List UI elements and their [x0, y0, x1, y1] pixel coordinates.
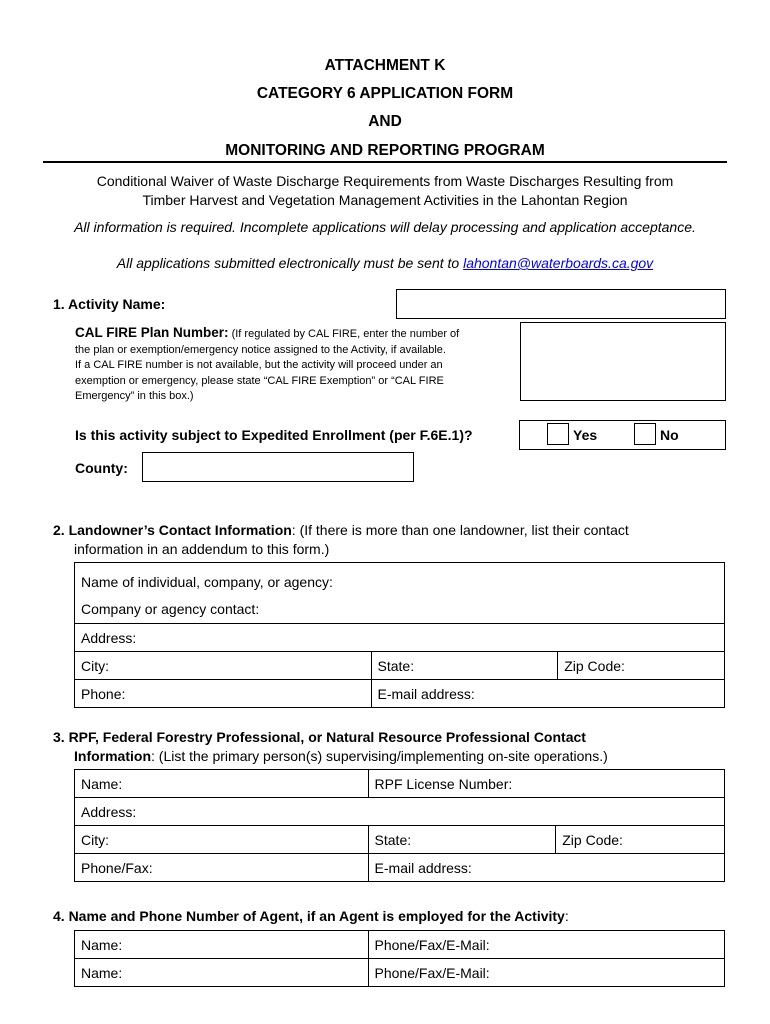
- rpf-heading-title-2: Information: [74, 748, 151, 764]
- form-title-program: MONITORING AND REPORTING PROGRAM: [225, 142, 545, 159]
- landowner-phone-field[interactable]: Phone:: [75, 680, 372, 708]
- form-title-and: AND: [368, 113, 402, 130]
- agent-contact-table: [74, 930, 725, 987]
- agent-heading-title: 4. Name and Phone Number of Agent, if an Agent is employed for the Activity: [53, 908, 565, 924]
- county-label: County:: [75, 460, 128, 476]
- expedited-no-checkbox[interactable]: [634, 423, 656, 445]
- table-row: [75, 959, 725, 987]
- rpf-state-field[interactable]: State:: [368, 826, 556, 854]
- landowner-city-field[interactable]: City:: [75, 652, 372, 680]
- landowner-heading: [53, 521, 629, 559]
- calfire-note-4: exemption or emergency, please state “CAL FIRE Exemption” or “CAL FIRE: [75, 374, 444, 387]
- submission-email-link[interactable]: lahontan@waterboards.ca.gov: [463, 255, 654, 271]
- header-divider: [43, 161, 727, 163]
- table-row: [75, 931, 725, 959]
- rpf-heading: [53, 728, 608, 766]
- rpf-address-field[interactable]: Address:: [75, 798, 725, 826]
- activity-name-label: 1. Activity Name:: [53, 296, 166, 312]
- agent-1-contact-field[interactable]: Phone/Fax/E-Mail:: [368, 931, 724, 959]
- county-input[interactable]: [142, 452, 414, 482]
- calfire-instructions: [75, 325, 520, 405]
- subtitle-line-1: Conditional Waiver of Waste Discharge Requirements from Waste Discharges Resulting from: [96, 173, 674, 189]
- rpf-email-field[interactable]: E-mail address:: [368, 854, 724, 882]
- calfire-plan-number-input[interactable]: [520, 322, 726, 401]
- calfire-note-5: Emergency” in this box.): [75, 390, 194, 402]
- form-title-attachment: ATTACHMENT K: [324, 57, 446, 74]
- form-title-category: CATEGORY 6 APPLICATION FORM: [256, 85, 514, 102]
- calfire-note-2: the plan or exemption/emergency notice assigned to the Activity, if available.: [75, 343, 446, 356]
- agent-2-name-field[interactable]: Name:: [75, 959, 369, 987]
- agent-1-name-field[interactable]: Name:: [75, 931, 369, 959]
- landowner-contact-label: Company or agency contact:: [81, 601, 260, 617]
- submission-instructions: [0, 255, 770, 271]
- agent-heading-colon: :: [564, 908, 569, 924]
- calfire-note-3: If a CAL FIRE number is not available, but the activity will proceed under an: [75, 359, 443, 371]
- calfire-label: CAL FIRE Plan Number:: [75, 325, 229, 340]
- expedited-yes-label: Yes: [573, 427, 598, 443]
- landowner-zip-field[interactable]: Zip Code:: [558, 652, 725, 680]
- landowner-address-field[interactable]: Address:: [75, 624, 725, 652]
- landowner-heading-note-2: information in an addendum to this form.): [74, 541, 330, 557]
- required-notice: All information is required. Incomplete applications will delay processing and application acceptance.: [74, 219, 696, 235]
- calfire-note-1: (If regulated by CAL FIRE, enter the number of: [228, 328, 460, 340]
- rpf-city-field[interactable]: City:: [75, 826, 369, 854]
- landowner-state-field[interactable]: State:: [371, 652, 558, 680]
- rpf-phone-field[interactable]: Phone/Fax:: [75, 854, 369, 882]
- agent-heading: [53, 908, 569, 924]
- landowner-name-field[interactable]: [75, 563, 725, 624]
- rpf-contact-table: [74, 769, 725, 882]
- rpf-heading-note: : (List the primary person(s) supervising/implementing on-site operations.): [151, 748, 608, 764]
- rpf-license-field[interactable]: RPF License Number:: [368, 770, 724, 798]
- landowner-heading-title: 2. Landowner’s Contact Information: [53, 522, 292, 538]
- expedited-no-label: No: [660, 427, 679, 443]
- activity-name-input[interactable]: [396, 289, 726, 319]
- rpf-name-field[interactable]: Name:: [75, 770, 369, 798]
- landowner-heading-note: : (If there is more than one landowner, list their contact: [291, 522, 629, 538]
- agent-2-contact-field[interactable]: Phone/Fax/E-Mail:: [368, 959, 724, 987]
- landowner-contact-table: [74, 562, 725, 708]
- rpf-heading-title: 3. RPF, Federal Forestry Professional, or Natural Resource Professional Contact: [53, 729, 586, 745]
- landowner-email-field[interactable]: E-mail address:: [371, 680, 725, 708]
- subtitle-line-2: Timber Harvest and Vegetation Management Activities in the Lahontan Region: [142, 192, 628, 208]
- expedited-yes-checkbox[interactable]: [547, 423, 569, 445]
- rpf-zip-field[interactable]: Zip Code:: [556, 826, 725, 854]
- submission-text: All applications submitted electronically must be sent to: [116, 255, 464, 271]
- expedited-enrollment-label: Is this activity subject to Expedited Enrollment (per F.6E.1)?: [75, 427, 473, 443]
- landowner-name-label: Name of individual, company, or agency:: [81, 574, 333, 590]
